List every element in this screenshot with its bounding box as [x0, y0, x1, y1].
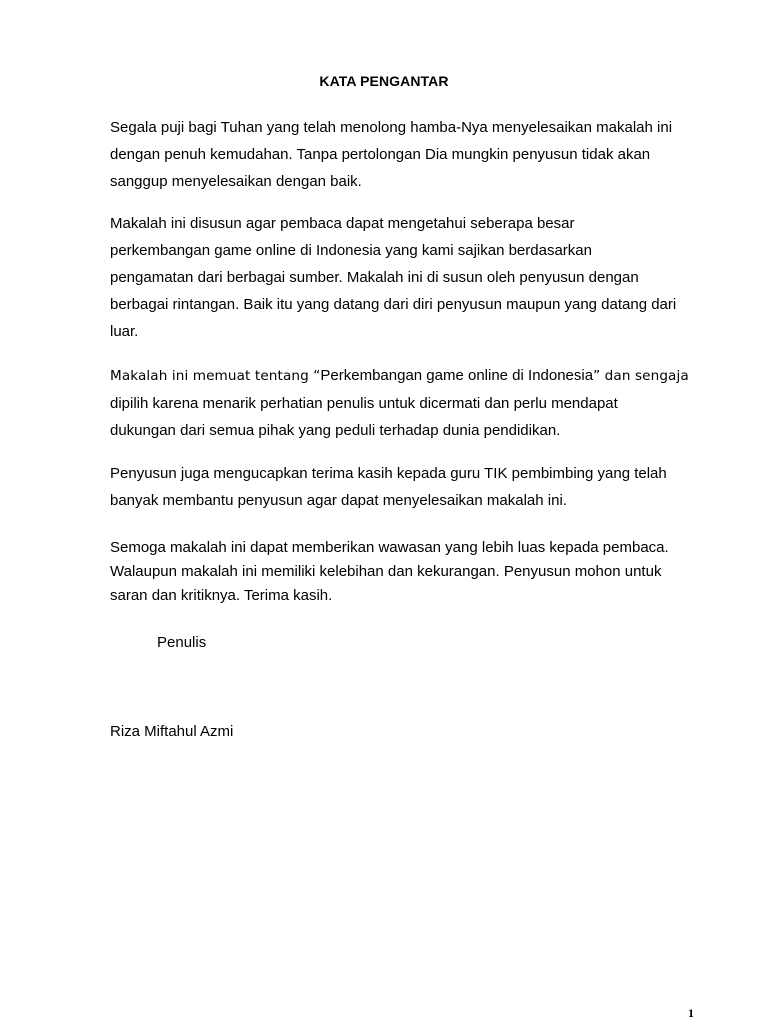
- page-title: KATA PENGANTAR: [319, 73, 449, 89]
- paragraph-purpose: [110, 210, 710, 345]
- paragraph-line: [110, 362, 710, 390]
- paragraph-thanks: [110, 460, 710, 514]
- page-number: 1: [688, 1006, 694, 1020]
- topic-quoted-title: Perkembangan game online di Indonesia: [320, 367, 594, 384]
- paragraph-line: Segala puji bagi Tuhan yang telah menolong hamba-Nya menyelesaikan makalah ini: [110, 119, 673, 136]
- topic-lead-text: Makalah ini memuat tentang “: [110, 368, 321, 384]
- signer-label: Penulis: [157, 634, 207, 651]
- paragraph-line: luar.: [110, 323, 139, 340]
- topic-tail-text: ” dan sengaja: [593, 368, 689, 384]
- paragraph-line: pengamatan dari berbagai sumber. Makalah ini di susun oleh penyusun dengan: [110, 269, 639, 286]
- paragraph-opening: [110, 114, 710, 195]
- paragraph-line: dengan penuh kemudahan. Tanpa pertolongan Dia mungkin penyusun tidak akan: [110, 146, 651, 163]
- paragraph-topic: [110, 362, 710, 444]
- paragraph-line: dipilih karena menarik perhatian penulis untuk dicermati dan perlu mendapat: [110, 395, 618, 412]
- paragraph-line: sanggup menyelesaikan dengan baik.: [110, 173, 362, 190]
- paragraph-line: Penyusun juga mengucapkan terima kasih kepada guru TIK pembimbing yang telah: [110, 465, 667, 482]
- paragraph-closing: [110, 536, 710, 608]
- author-name: Riza Miftahul Azmi: [110, 723, 234, 740]
- paragraph-line: dukungan dari semua pihak yang peduli terhadap dunia pendidikan.: [110, 422, 561, 439]
- paragraph-line: berbagai rintangan. Baik itu yang datang dari diri penyusun maupun yang datang dari: [110, 296, 677, 313]
- paragraph-line: perkembangan game online di Indonesia yang kami sajikan berdasarkan: [110, 242, 592, 259]
- paragraph-line: Makalah ini disusun agar pembaca dapat mengetahui seberapa besar: [110, 215, 575, 232]
- paragraph-line: banyak membantu penyusun agar dapat menyelesaikan makalah ini.: [110, 492, 567, 509]
- paragraph-line: saran dan kritiknya. Terima kasih.: [110, 587, 333, 604]
- paragraph-line: Walaupun makalah ini memiliki kelebihan dan kekurangan. Penyusun mohon untuk: [110, 563, 662, 580]
- paragraph-line: Semoga makalah ini dapat memberikan wawasan yang lebih luas kepada pembaca.: [110, 539, 669, 556]
